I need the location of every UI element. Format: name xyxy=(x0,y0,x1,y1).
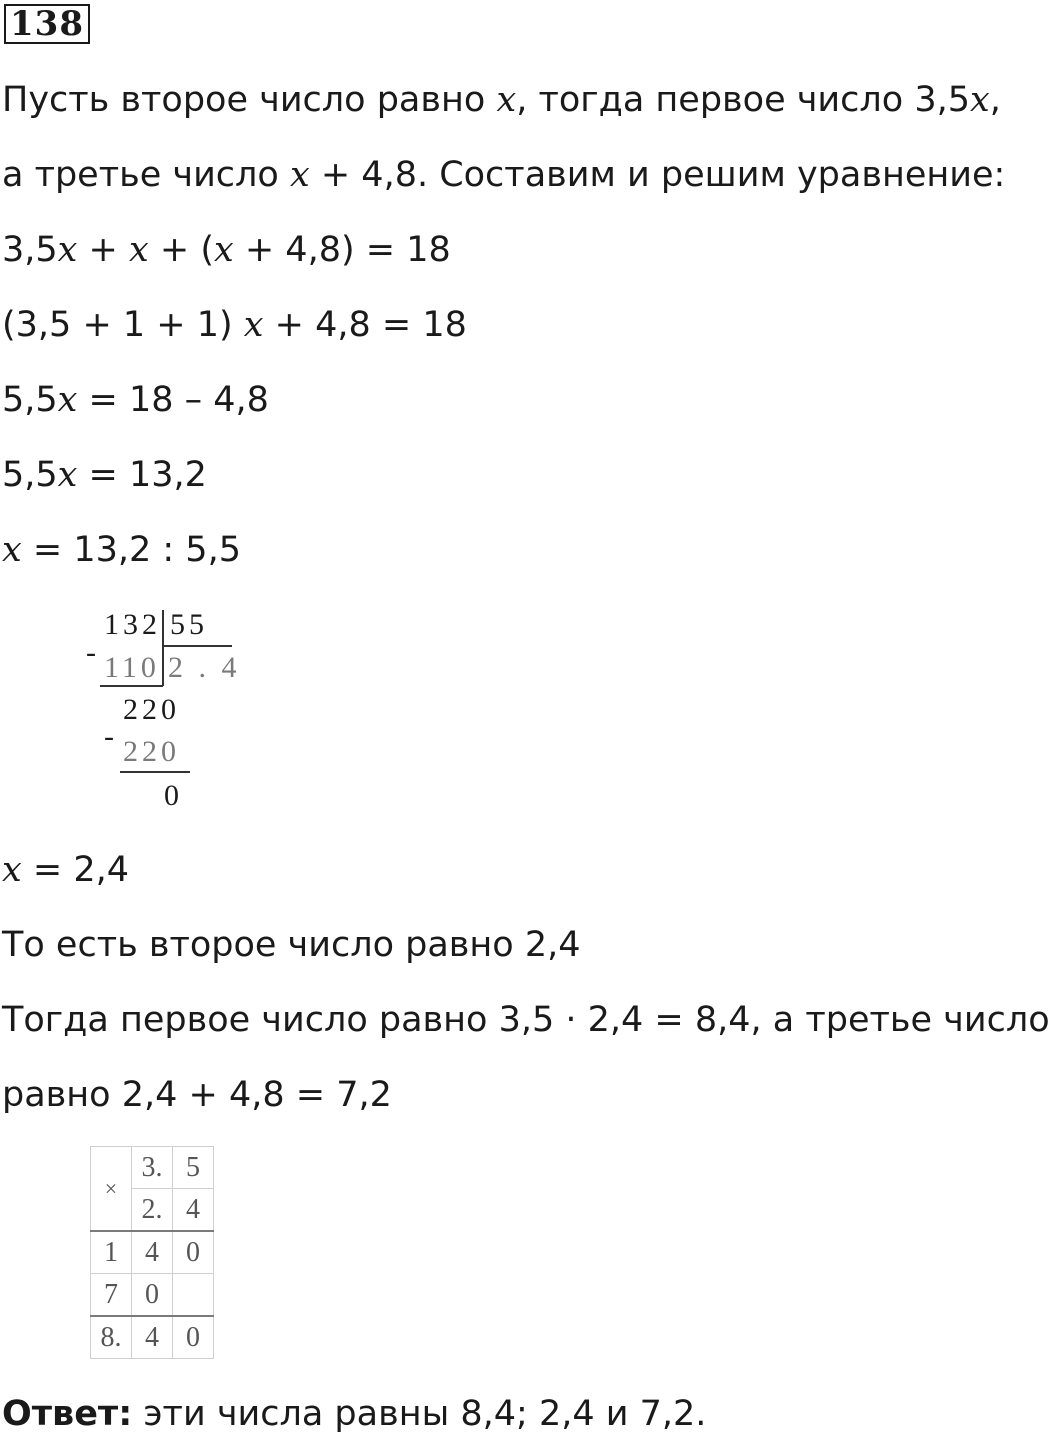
table-cell: 1 xyxy=(91,1231,132,1274)
var-x: x xyxy=(289,155,310,195)
text: Пусть второе число равно xyxy=(2,80,497,120)
text: = 2,4 xyxy=(21,850,129,890)
answer-label: Ответ: xyxy=(2,1394,133,1434)
table-cell: 0 xyxy=(132,1274,173,1317)
var-x: x xyxy=(57,455,78,495)
table-cell: 3. xyxy=(132,1147,173,1189)
equation-6 xyxy=(2,850,129,890)
text: (3,5 + 1 + 1) xyxy=(2,305,244,345)
answer-line xyxy=(2,1394,706,1434)
text: , xyxy=(989,80,1001,120)
table-row xyxy=(91,1274,214,1317)
var-x: x xyxy=(2,530,22,570)
equation-5 xyxy=(2,530,241,570)
var-x: x xyxy=(2,850,22,890)
var-x: x xyxy=(57,230,78,270)
table-row xyxy=(91,1316,214,1359)
remainder-1: 220 xyxy=(123,693,180,726)
table-cell: 0 xyxy=(173,1231,214,1274)
quotient: 2 . 4 xyxy=(168,651,241,684)
text: + xyxy=(77,230,129,270)
intro-line-1 xyxy=(2,80,1001,120)
text: + ( xyxy=(148,230,214,270)
var-x: x xyxy=(969,80,990,120)
text: + 4,8) = 18 xyxy=(233,230,451,270)
text: = 13,2 xyxy=(77,455,207,495)
intro-line-2 xyxy=(2,155,1005,195)
remainder-2: 0 xyxy=(164,779,183,812)
table-cell: 0 xyxy=(173,1316,214,1359)
problem-number: 138 xyxy=(4,4,90,44)
table-cell: 7 xyxy=(91,1274,132,1317)
subtrahend-2: 220 xyxy=(123,735,180,768)
var-x: x xyxy=(243,305,264,345)
text: а третье число xyxy=(2,155,290,195)
divisor-underline xyxy=(162,645,232,647)
text: = 13,2 : 5,5 xyxy=(21,530,241,570)
var-x: x xyxy=(213,230,234,270)
conclusion-line-2: Тогда первое число равно 3,5 · 2,4 = 8,4, а третье число xyxy=(2,1000,1050,1040)
text: 5,5 xyxy=(2,380,58,420)
var-x: x xyxy=(496,80,517,120)
var-x: x xyxy=(57,380,78,420)
table-cell: 2. xyxy=(132,1189,173,1232)
equation-1 xyxy=(2,230,451,270)
text: + 4,8. Составим и решим уравнение: xyxy=(309,155,1006,195)
equation-4 xyxy=(2,455,207,495)
table-cell: 5 xyxy=(173,1147,214,1189)
division-vertical-line xyxy=(162,610,164,686)
multiply-sign: × xyxy=(91,1147,132,1232)
var-x: x xyxy=(129,230,149,270)
subtraction-line-1 xyxy=(100,685,163,687)
text: + 4,8 = 18 xyxy=(263,305,467,345)
answer-text: эти числа равны 8,4; 2,4 и 7,2. xyxy=(132,1394,707,1434)
multiplication-table xyxy=(90,1146,214,1359)
table-cell: 4 xyxy=(132,1231,173,1274)
equation-2 xyxy=(2,305,467,345)
conclusion-line-3: равно 2,4 + 4,8 = 7,2 xyxy=(2,1075,392,1115)
minus-sign: - xyxy=(86,636,100,669)
text: = 18 – 4,8 xyxy=(77,380,269,420)
conclusion-line-1: То есть второе число равно 2,4 xyxy=(2,925,581,965)
text: , тогда первое число 3,5 xyxy=(516,80,970,120)
dividend: 132 xyxy=(104,608,161,641)
subtrahend-1: 110 xyxy=(104,651,160,684)
table-cell xyxy=(173,1274,214,1317)
long-division xyxy=(80,600,280,820)
table-cell: 4 xyxy=(173,1189,214,1232)
subtraction-line-2 xyxy=(120,771,190,773)
table-cell: 4 xyxy=(132,1316,173,1359)
table-row xyxy=(91,1231,214,1274)
table-row xyxy=(91,1147,214,1189)
equation-3 xyxy=(2,380,269,420)
text: 5,5 xyxy=(2,455,58,495)
divisor: 55 xyxy=(170,608,208,641)
table-cell: 8. xyxy=(91,1316,132,1359)
text: 3,5 xyxy=(2,230,58,270)
minus-sign: - xyxy=(104,720,118,753)
